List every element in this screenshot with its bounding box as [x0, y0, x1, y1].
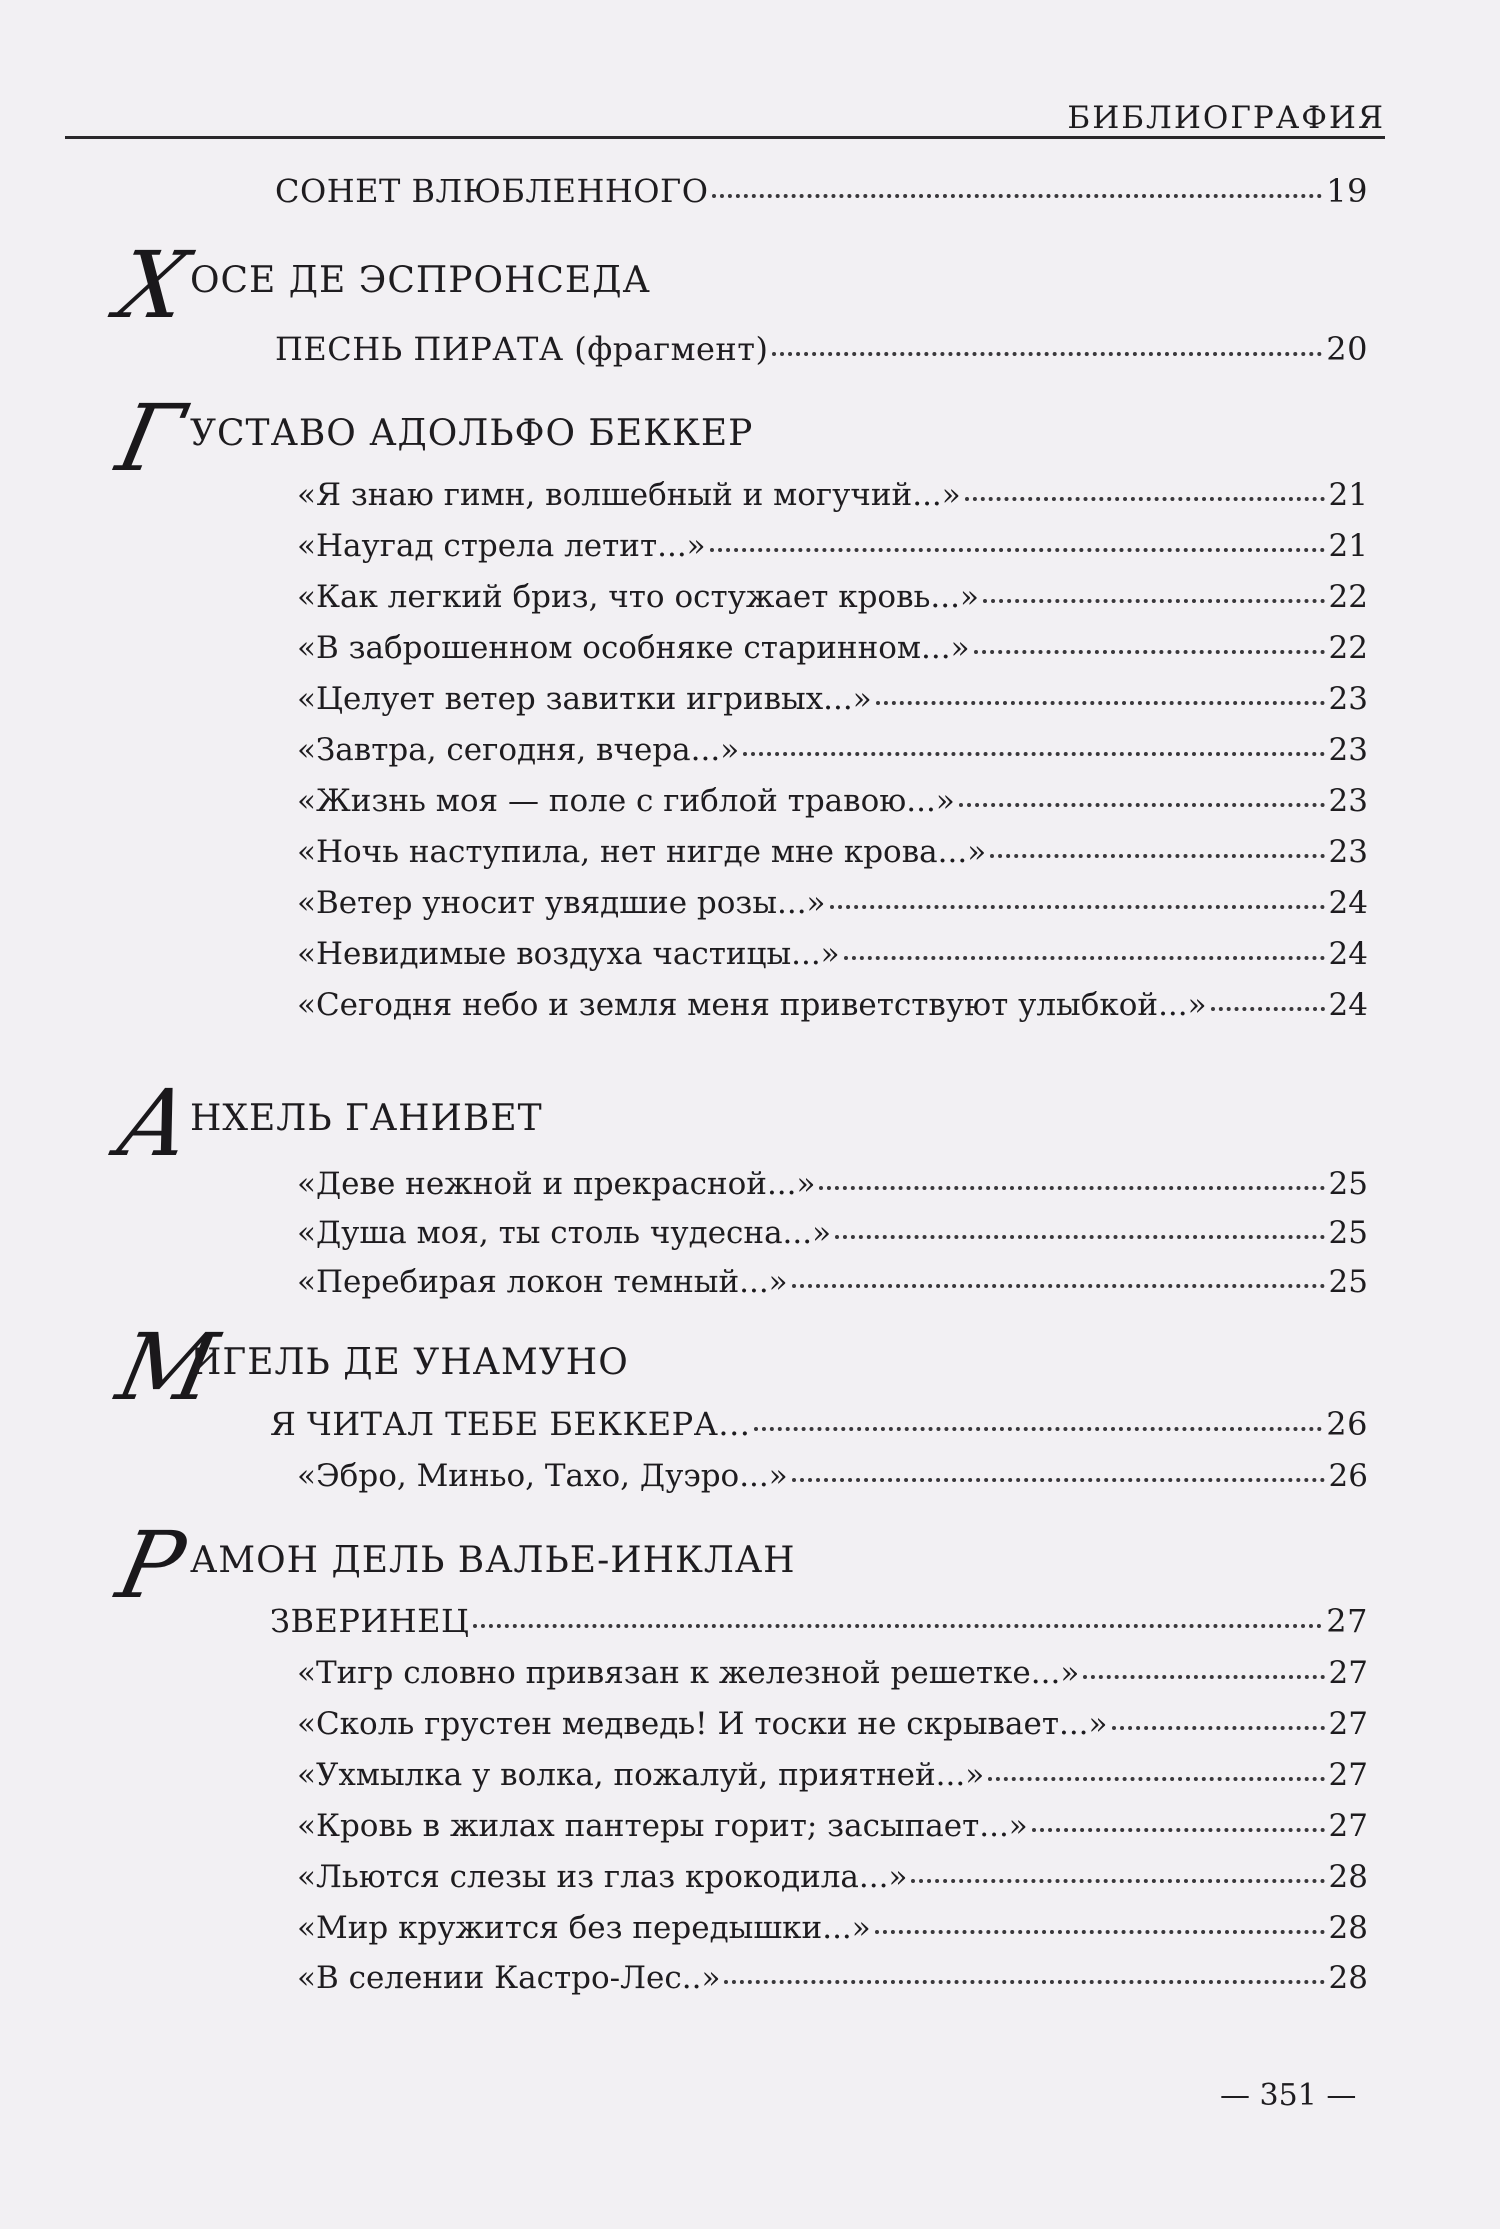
drop-cap-initial: Г [108, 385, 193, 492]
toc-entry-page: 26 [1328, 1458, 1368, 1494]
toc-entry[interactable] [297, 783, 1368, 819]
toc-entry-title: Я ЧИТАЛ ТЕБЕ БЕККЕРА... [270, 1405, 751, 1443]
toc-entry-title: «Ветер уносит увядшие розы...» [297, 885, 826, 921]
leader-dots [844, 952, 1325, 960]
toc-entry-title: «Сегодня небо и земля меня приветствуют улыбкой...» [297, 987, 1207, 1023]
running-header-title: БИБЛИОГРАФИЯ [1067, 100, 1385, 136]
toc-entry-page: 25 [1328, 1264, 1368, 1300]
toc-entry-page: 22 [1328, 579, 1368, 615]
leader-dots [1032, 1824, 1325, 1832]
toc-entry-page: 27 [1326, 1602, 1368, 1640]
toc-entry[interactable] [297, 1757, 1368, 1793]
leader-dots [712, 190, 1322, 198]
toc-entry[interactable] [297, 936, 1368, 972]
leader-dots [754, 1423, 1322, 1431]
drop-cap-initial: Х [108, 232, 197, 339]
toc-entry[interactable] [275, 172, 1368, 210]
leader-dots [983, 595, 1325, 603]
toc-entry-title: ЗВЕРИНЕЦ [270, 1602, 470, 1640]
toc-entry-page: 24 [1328, 987, 1368, 1023]
toc-entry-title: «Ночь наступила, нет нигде мне крова...» [297, 834, 987, 870]
toc-entry-title: «Наугад стрела летит...» [297, 528, 706, 564]
leader-dots [990, 850, 1324, 858]
leader-dots [792, 1280, 1325, 1288]
leader-dots [743, 748, 1324, 756]
leader-dots [974, 646, 1325, 654]
toc-entry-title: «Тигр словно привязан к железной решетке...» [297, 1655, 1080, 1691]
toc-entry-title: «Я знаю гимн, волшебный и могучий...» [297, 477, 961, 513]
toc-entry[interactable] [297, 630, 1368, 666]
toc-entry-title: «Кровь в жилах пантеры горит; засыпает...» [297, 1808, 1028, 1844]
toc-entry-page: 21 [1328, 528, 1368, 564]
leader-dots [819, 1182, 1324, 1190]
toc-entry-page: 23 [1328, 834, 1368, 870]
toc-entry[interactable] [297, 1808, 1368, 1844]
toc-entry-page: 28 [1328, 1910, 1368, 1946]
leader-dots [830, 901, 1325, 909]
toc-entry-page: 26 [1326, 1405, 1368, 1443]
leader-dots [792, 1474, 1325, 1482]
leader-dots [875, 1926, 1325, 1934]
toc-entry-page: 25 [1328, 1166, 1368, 1202]
leader-dots [772, 348, 1322, 356]
toc-entry[interactable] [297, 1166, 1368, 1202]
toc-entry-page: 27 [1328, 1655, 1368, 1691]
toc-entry[interactable] [270, 1602, 1368, 1640]
leader-dots [965, 493, 1325, 501]
toc-entry[interactable] [297, 528, 1368, 564]
toc-entry-page: 27 [1328, 1808, 1368, 1844]
toc-entry-page: 22 [1328, 630, 1368, 666]
toc-entry-page: 28 [1328, 1960, 1368, 1996]
toc-entry-page: 27 [1328, 1757, 1368, 1793]
toc-entry-title: «В селении Кастро-Лес..» [297, 1960, 721, 1996]
toc-entry[interactable] [297, 1458, 1368, 1494]
author-name: ИГЕЛЬ ДЕ УНАМУНО [190, 1342, 629, 1383]
toc-entry-page: 24 [1328, 936, 1368, 972]
toc-entry-title: «Перебирая локон темный...» [297, 1264, 788, 1300]
toc-entry-title: СОНЕТ ВЛЮБЛЕННОГО [275, 172, 709, 210]
toc-entry-page: 25 [1328, 1215, 1368, 1251]
toc-entry-title: «Деве нежной и прекрасной...» [297, 1166, 816, 1202]
toc-entry[interactable] [297, 732, 1368, 768]
toc-entry-title: «Сколь грустен медведь! И тоски не скрывает...» [297, 1706, 1108, 1742]
author-name: НХЕЛЬ ГАНИВЕТ [190, 1098, 543, 1139]
toc-entry-title: «Льются слезы из глаз крокодила...» [297, 1859, 908, 1895]
leader-dots [835, 1231, 1324, 1239]
toc-entry[interactable] [297, 834, 1368, 870]
toc-entry[interactable] [297, 885, 1368, 921]
toc-entry-page: 23 [1328, 681, 1368, 717]
toc-entry-page: 24 [1328, 885, 1368, 921]
toc-entry-title: «Завтра, сегодня, вчера...» [297, 732, 740, 768]
leader-dots [911, 1875, 1324, 1883]
toc-entry-title: ПЕСНЬ ПИРАТА (фрагмент) [275, 330, 769, 368]
author-name: АМОН ДЕЛЬ ВАЛЬЕ-ИНКЛАН [190, 1540, 796, 1581]
toc-entry[interactable] [297, 1910, 1368, 1946]
toc-entry[interactable] [297, 681, 1368, 717]
toc-entry[interactable] [297, 1215, 1368, 1251]
leader-dots [1083, 1671, 1324, 1679]
toc-entry[interactable] [270, 1405, 1368, 1443]
toc-entry-title: «Ухмылка у волка, пожалуй, приятней...» [297, 1757, 985, 1793]
toc-entry-title: «Эбро, Миньо, Тахо, Дуэро...» [297, 1458, 788, 1494]
toc-entry-title: «Жизнь моя — поле с гиблой травою...» [297, 783, 955, 819]
toc-entry[interactable] [297, 579, 1368, 615]
toc-entry-page: 21 [1328, 477, 1368, 513]
toc-entry-page: 27 [1328, 1706, 1368, 1742]
author-name: ОСЕ ДЕ ЭСПРОНСЕДА [190, 260, 651, 301]
toc-entry-title: «Душа моя, ты столь чудесна...» [297, 1215, 832, 1251]
toc-entry[interactable] [297, 477, 1368, 513]
toc-entry[interactable] [297, 1655, 1368, 1691]
toc-entry-page: 20 [1326, 330, 1368, 368]
toc-entry-page: 19 [1326, 172, 1368, 210]
toc-entry-page: 23 [1328, 783, 1368, 819]
leader-dots [988, 1773, 1324, 1781]
toc-entry-title: «Целует ветер завитки игривых...» [297, 681, 872, 717]
toc-entry[interactable] [297, 1264, 1368, 1300]
toc-entry-title: «В заброшенном особняке старинном...» [297, 630, 970, 666]
toc-entry-page: 28 [1328, 1859, 1368, 1895]
toc-entry[interactable] [275, 330, 1368, 368]
leader-dots [876, 697, 1325, 705]
leader-dots [724, 1976, 1324, 1984]
leader-dots [959, 799, 1325, 807]
toc-entry[interactable] [297, 1706, 1368, 1742]
toc-entry-title: «Мир кружится без передышки...» [297, 1910, 871, 1946]
toc-entry[interactable] [297, 987, 1368, 1023]
leader-dots [710, 544, 1325, 552]
leader-dots [1211, 1003, 1325, 1011]
leader-dots [473, 1620, 1322, 1628]
leader-dots [1112, 1722, 1325, 1730]
toc-entry[interactable] [297, 1960, 1368, 1996]
toc-entry-page: 23 [1328, 732, 1368, 768]
drop-cap-initial: А [108, 1070, 202, 1177]
page-number: — 351 — [1220, 2078, 1357, 2113]
toc-entry-title: «Невидимые воздуха частицы...» [297, 936, 840, 972]
drop-cap-initial: М [108, 1314, 226, 1421]
drop-cap-initial: Р [108, 1512, 194, 1619]
toc-entry[interactable] [297, 1859, 1368, 1895]
toc-entry-title: «Как легкий бриз, что остужает кровь...» [297, 579, 979, 615]
author-name: УСТАВО АДОЛЬФО БЕККЕР [190, 413, 754, 454]
